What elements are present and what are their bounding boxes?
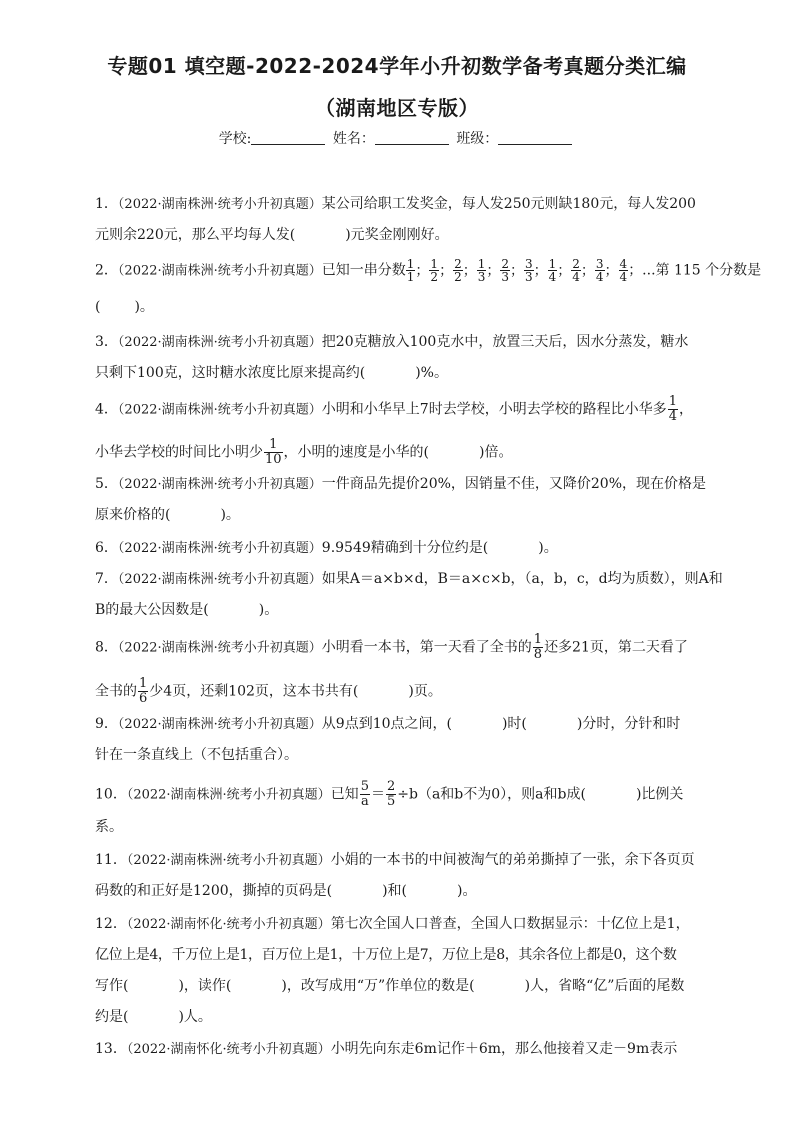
fraction bbox=[264, 438, 283, 467]
question-text: 小明和小华早上7时去学校，小明去学校的路程比小华多 bbox=[321, 401, 667, 418]
question-number: 12． bbox=[95, 916, 127, 932]
question-10-line-2 bbox=[95, 816, 707, 838]
numerator: 1 bbox=[264, 438, 283, 453]
question-text: 原来价格的( bbox=[95, 507, 171, 523]
question-text: 全书的 bbox=[95, 683, 137, 700]
student-info-line bbox=[0, 128, 794, 148]
question-number: 10． bbox=[95, 786, 127, 803]
question-12-line-4 bbox=[95, 1006, 707, 1028]
question-text: )，改写成用“万”作单位的数是( bbox=[281, 978, 475, 994]
question-text: ；...第 115 个分数是 bbox=[628, 262, 762, 279]
question-text: 约是( bbox=[95, 1009, 129, 1025]
question-13 bbox=[95, 1038, 707, 1061]
fraction-sequence bbox=[406, 257, 628, 284]
question-5-line-2 bbox=[95, 504, 707, 526]
question-text: 写作( bbox=[95, 978, 129, 994]
denominator: 3 bbox=[477, 270, 486, 284]
class-label: 班级： bbox=[456, 131, 499, 147]
denominator: 4 bbox=[668, 409, 677, 424]
denominator: 10 bbox=[265, 452, 282, 467]
question-text: )。 bbox=[258, 602, 279, 618]
fraction bbox=[595, 258, 605, 283]
separator: ； bbox=[509, 262, 524, 279]
question-text: 从9点到10点之间，( bbox=[321, 716, 452, 732]
question-source: （2022·湖南株洲·统考小升初真题） bbox=[117, 640, 322, 656]
question-text: 已知 bbox=[330, 786, 359, 803]
question-text: )%。 bbox=[415, 365, 448, 381]
question-10 bbox=[95, 780, 707, 809]
separator: ； bbox=[486, 262, 501, 279]
separator: ； bbox=[415, 262, 430, 279]
numerator: 1 bbox=[139, 676, 148, 691]
fraction bbox=[406, 258, 416, 283]
name-field[interactable] bbox=[375, 130, 449, 145]
question-7 bbox=[95, 568, 723, 591]
question-source: （2022·湖南株洲·统考小升初真题） bbox=[117, 335, 322, 350]
question-source: （2022·湖南株洲·统考小升初真题） bbox=[117, 541, 322, 556]
question-3 bbox=[95, 331, 707, 354]
school-label: 学校: bbox=[218, 131, 252, 147]
question-text: ( bbox=[95, 299, 101, 315]
question-text: )，读作( bbox=[178, 978, 232, 994]
question-text: 还多21页，第二天看了 bbox=[544, 639, 688, 656]
denominator: 4 bbox=[572, 270, 580, 284]
question-source: （2022·湖南株洲·统考小升初真题） bbox=[117, 572, 322, 587]
denominator: 4 bbox=[595, 270, 604, 284]
fraction bbox=[668, 395, 678, 424]
separator: ； bbox=[580, 262, 595, 279]
question-text: )页。 bbox=[408, 683, 442, 700]
question-text: 如果A＝a×b×d，B＝a×c×b，（a，b，c，d均为质数），则A和 bbox=[321, 571, 723, 587]
school-field[interactable] bbox=[251, 130, 325, 145]
question-number: 1． bbox=[95, 196, 118, 212]
denominator: a bbox=[360, 794, 369, 809]
denominator: 2 bbox=[454, 270, 462, 284]
question-text: 只剩下100克，这时糖水浓度比原来提高约( bbox=[95, 365, 366, 381]
question-text: 9.9549精确到十分位约是( bbox=[321, 540, 489, 556]
denominator: 4 bbox=[619, 270, 628, 284]
fraction bbox=[571, 258, 581, 283]
question-text: )时( bbox=[501, 716, 527, 732]
question-text: 系。 bbox=[95, 819, 123, 835]
question-text: )和( bbox=[382, 883, 408, 899]
question-number: 3． bbox=[95, 334, 118, 350]
question-text: )倍。 bbox=[479, 444, 513, 461]
fraction bbox=[386, 780, 396, 809]
question-5 bbox=[95, 473, 707, 496]
question-text: )人。 bbox=[178, 1009, 212, 1025]
question-text: )人，省略“亿”后面的尾数 bbox=[524, 978, 685, 994]
class-field[interactable] bbox=[498, 130, 572, 145]
question-text: ＝ bbox=[370, 786, 385, 803]
numerator: 5 bbox=[360, 779, 369, 794]
question-text: 一件商品先提价20%，因销量不佳，又降价20%，现在价格是 bbox=[321, 476, 707, 492]
question-4 bbox=[95, 395, 707, 424]
question-text: )。 bbox=[457, 883, 477, 899]
fraction bbox=[453, 258, 463, 283]
question-text: B的最大公因数是( bbox=[95, 602, 209, 618]
question-source: （2022·湖南株洲·统考小升初真题） bbox=[117, 477, 322, 492]
denominator: 3 bbox=[524, 270, 533, 284]
question-text: 小明先向东走6m记作＋6m，那么他接着又走－9m表示 bbox=[330, 1041, 678, 1057]
question-source: （2022·湖南株洲·统考小升初真题） bbox=[126, 853, 331, 868]
question-text: 第七次全国人口普查，全国人口数据显示：十亿位上是1， bbox=[330, 916, 690, 932]
question-number: 5． bbox=[95, 476, 118, 492]
fraction bbox=[533, 633, 543, 662]
page-title: 专题01 填空题-2022-2024学年小升初数学备考真题分类汇编 bbox=[107, 54, 687, 78]
numerator: 1 bbox=[430, 257, 439, 271]
denominator: 1 bbox=[406, 270, 415, 284]
question-source: （2022·湖南株洲·统考小升初真题） bbox=[117, 402, 322, 418]
numerator: 1 bbox=[668, 394, 677, 409]
question-text: 小明看一本书，第一天看了全书的 bbox=[321, 639, 532, 656]
question-text: 某公司给职工发奖金，每人发250元则缺180元，每人发200 bbox=[321, 196, 696, 212]
question-text: 少4页，还剩102页，这本书共有( bbox=[149, 683, 359, 700]
separator: ； bbox=[462, 262, 477, 279]
question-8-line-2 bbox=[95, 677, 707, 706]
question-4-line-2 bbox=[95, 438, 707, 467]
question-9-line-2 bbox=[95, 744, 707, 766]
question-2-line-2 bbox=[95, 296, 707, 318]
question-source: （2022·湖南怀化·统考小升初真题） bbox=[126, 1042, 331, 1057]
question-text: ， bbox=[678, 401, 693, 418]
question-text: )。 bbox=[134, 299, 154, 315]
fraction bbox=[500, 258, 510, 283]
question-8 bbox=[95, 633, 707, 662]
question-text: ，小明的速度是小华的( bbox=[283, 444, 430, 461]
fraction bbox=[429, 258, 439, 283]
separator: ； bbox=[604, 262, 619, 279]
question-text: ÷b（a和b不为0），则a和b成( bbox=[397, 786, 586, 803]
numerator: 3 bbox=[524, 257, 533, 271]
question-9 bbox=[95, 713, 707, 736]
denominator: 3 bbox=[501, 270, 509, 284]
question-text: 码数的和正好是1200，撕掉的页码是( bbox=[95, 883, 333, 899]
question-text: )。 bbox=[538, 540, 558, 556]
question-number: 8． bbox=[95, 639, 118, 656]
question-number: 7． bbox=[95, 571, 118, 587]
question-source: （2022·湖南株洲·统考小升初真题） bbox=[126, 787, 331, 803]
numerator: 1 bbox=[477, 257, 486, 271]
question-source: （2022·湖南怀化·统考小升初真题） bbox=[126, 917, 331, 932]
question-number: 13． bbox=[95, 1041, 127, 1057]
question-11 bbox=[95, 849, 707, 872]
numerator: 1 bbox=[548, 257, 557, 271]
question-12 bbox=[95, 913, 707, 936]
question-12-line-3 bbox=[95, 975, 707, 997]
denominator: 8 bbox=[533, 647, 543, 662]
question-1-line-2 bbox=[95, 224, 707, 246]
numerator: 2 bbox=[454, 257, 462, 271]
denominator: 2 bbox=[430, 270, 439, 284]
question-number: 4． bbox=[95, 401, 118, 418]
separator: ； bbox=[557, 262, 572, 279]
question-text: )比例关 bbox=[635, 786, 684, 803]
numerator: 2 bbox=[572, 257, 580, 271]
question-text: 把20克糖放入100克水中，放置三天后，因水分蒸发，糖水 bbox=[321, 334, 689, 350]
numerator: 2 bbox=[501, 257, 509, 271]
denominator: 5 bbox=[386, 794, 396, 809]
question-1 bbox=[95, 193, 707, 216]
question-source: （2022·湖南株洲·统考小升初真题） bbox=[117, 717, 322, 732]
denominator: 6 bbox=[139, 691, 148, 706]
numerator: 1 bbox=[533, 632, 543, 647]
question-source: （2022·湖南株洲·统考小升初真题） bbox=[117, 263, 322, 279]
question-text: )元奖金刚刚好。 bbox=[345, 227, 449, 243]
question-7-line-2 bbox=[95, 599, 707, 621]
question-number: 6． bbox=[95, 540, 118, 556]
fraction bbox=[524, 258, 534, 283]
question-3-line-2 bbox=[95, 362, 707, 384]
question-text: 亿位上是4，千万位上是1，百万位上是1，十万位上是7，万位上是8，其余各位上都是0，这个数 bbox=[95, 947, 677, 963]
denominator: 4 bbox=[548, 270, 557, 284]
question-number: 9． bbox=[95, 716, 118, 732]
question-text: 小华去学校的时间比小明少 bbox=[95, 444, 263, 461]
question-text: 针在一条直线上（不包括重合）。 bbox=[95, 747, 298, 763]
fraction bbox=[360, 780, 370, 809]
question-number: 2． bbox=[95, 262, 118, 279]
question-number: 11． bbox=[95, 852, 127, 868]
question-text: 已知一串分数 bbox=[321, 262, 406, 279]
question-text: )分时，分针和时 bbox=[576, 716, 681, 732]
question-12-line-2 bbox=[95, 944, 707, 966]
fraction bbox=[477, 258, 487, 283]
question-source: （2022·湖南株洲·统考小升初真题） bbox=[117, 197, 322, 212]
question-text: 小娟的一本书的中间被淘气的弟弟撕掉了一张，余下各页页 bbox=[330, 852, 695, 868]
numerator: 3 bbox=[595, 257, 604, 271]
separator: ； bbox=[533, 262, 548, 279]
numerator: 2 bbox=[386, 779, 396, 794]
numerator: 1 bbox=[406, 257, 415, 271]
fraction bbox=[548, 258, 558, 283]
question-2 bbox=[95, 257, 762, 284]
fraction bbox=[619, 258, 629, 283]
name-label: 姓名： bbox=[332, 131, 375, 147]
question-text: )。 bbox=[220, 507, 240, 523]
numerator: 4 bbox=[619, 257, 628, 271]
question-11-line-2 bbox=[95, 880, 707, 902]
fraction bbox=[138, 677, 148, 706]
separator: ； bbox=[439, 262, 454, 279]
page-subtitle: （湖南地区专版） bbox=[315, 96, 479, 120]
question-text: 元则余220元，那么平均每人发( bbox=[95, 227, 296, 243]
question-6 bbox=[95, 537, 707, 560]
